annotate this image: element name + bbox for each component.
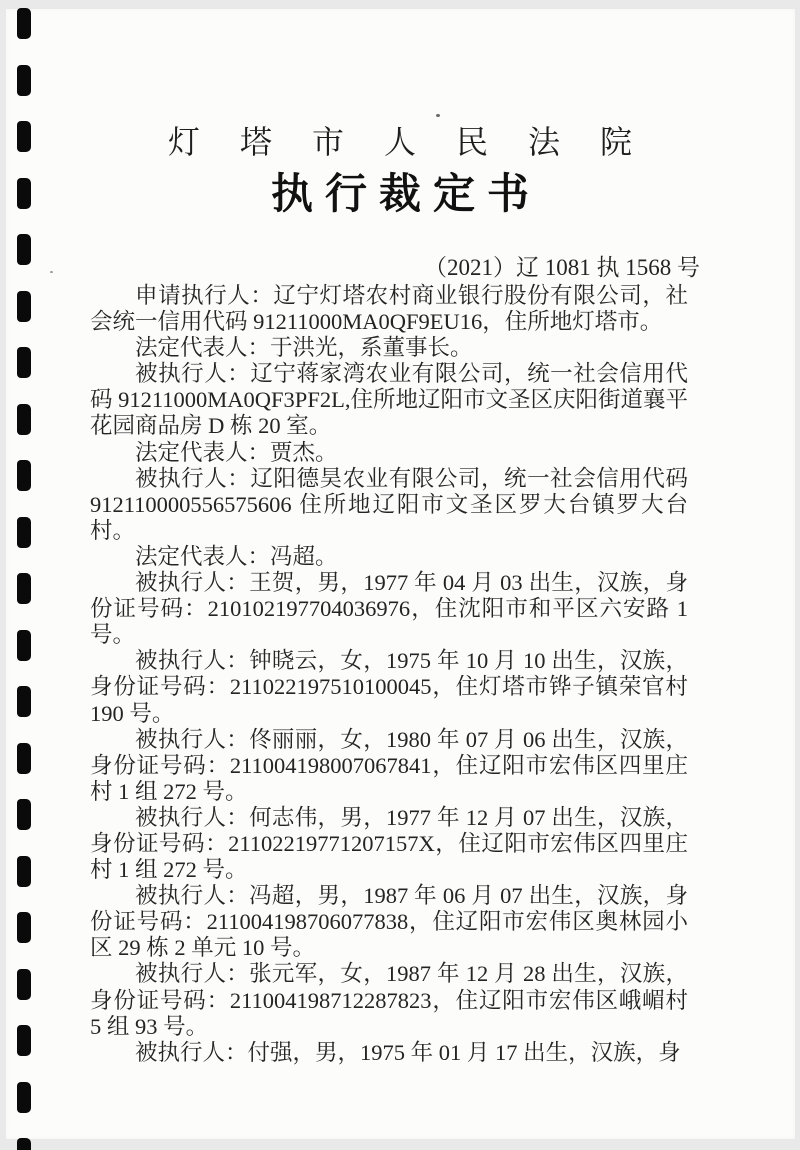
binding-hole: [17, 912, 31, 943]
paragraph: 被执行人：佟丽丽，女，1980 年 07 月 06 出生，汉族，身份证号码：211004198007067841，住辽阳市宏伟区四里庄村 1 组 272 号。: [90, 726, 688, 804]
binding-hole: [17, 1138, 31, 1150]
paragraph: 被执行人：辽阳德昊农业有限公司，统一社会信用代码 912110000556575606 住所地辽阳市文圣区罗大台镇罗大台村。: [90, 465, 688, 543]
paragraph: 被执行人：钟晓云，女，1975 年 10 月 10 出生，汉族，身份证号码：211022197510100045，住灯塔市铧子镇荣官村 190 号。: [90, 648, 688, 726]
binding-hole: [17, 291, 31, 322]
binding-hole: [17, 1082, 31, 1113]
binding-hole: [17, 686, 31, 717]
court-name: 灯塔市人民法院: [167, 124, 672, 160]
paragraph: 被执行人：王贺，男，1977 年 04 月 03 出生，汉族，身份证号码：210102197704036976，住沈阳市和平区六安路 1 号。: [90, 570, 688, 648]
paragraph: 被执行人：冯超，男，1987 年 06 月 07 出生，汉族，身份证号码：211004198706077838，住辽阳市宏伟区奥林园小区 29 栋 2 单元 10 号。: [90, 883, 688, 961]
paragraph: 被执行人：何志伟，男，1977 年 12 月 07 出生，汉族，身份证号码：21102219771207157X，住辽阳市宏伟区四里庄村 1 组 272 号。: [90, 804, 688, 883]
case-number: （2021）辽 1081 执 1568 号: [424, 255, 700, 280]
paragraph: 法定代表人：冯超。: [135, 543, 338, 569]
binding-hole: [17, 517, 31, 548]
paragraph: 申请执行人：辽宁灯塔农村商业银行股份有限公司，社会统一信用代码 91211000MA0QF9EU16，住所地灯塔市。: [90, 283, 688, 335]
binding-hole: [17, 234, 31, 265]
paragraph: 被执行人：付强，男，1975 年 01 月 17 出生，汉族，身: [135, 1039, 681, 1065]
binding-hole: [17, 65, 31, 96]
scan-speck: [436, 114, 440, 117]
binding-hole: [17, 178, 31, 209]
binding-hole: [17, 1025, 31, 1056]
binding-hole: [17, 8, 31, 39]
binding-hole: [17, 743, 31, 774]
scan-speck: [50, 271, 53, 273]
document-body: [90, 283, 688, 1066]
document-title: 执行裁定书: [270, 172, 541, 218]
paragraph: 法定代表人：贾杰。: [135, 439, 338, 465]
binding-hole: [17, 630, 31, 661]
paragraph: 被执行人：张元军，女，1987 年 12 月 28 出生，汉族，身份证号码：211004198712287823，住辽阳市宏伟区峨嵋村 5 组 93 号。: [90, 961, 688, 1039]
binding-hole: [17, 799, 31, 830]
paragraph: 被执行人：辽宁蒋家湾农业有限公司，统一社会信用代码 91211000MA0QF3PF2L,住所地辽阳市文圣区庆阳街道襄平花园商品房 D 栋 20 室。: [90, 361, 688, 439]
binding-hole: [17, 969, 31, 1000]
paragraph: 法定代表人：于洪光，系董事长。: [135, 335, 473, 361]
binding-hole: [17, 404, 31, 435]
binding-hole: [17, 460, 31, 491]
binding-hole: [17, 347, 31, 378]
binding-hole: [17, 573, 31, 604]
binding-hole: [17, 121, 31, 152]
binding-hole: [17, 856, 31, 887]
